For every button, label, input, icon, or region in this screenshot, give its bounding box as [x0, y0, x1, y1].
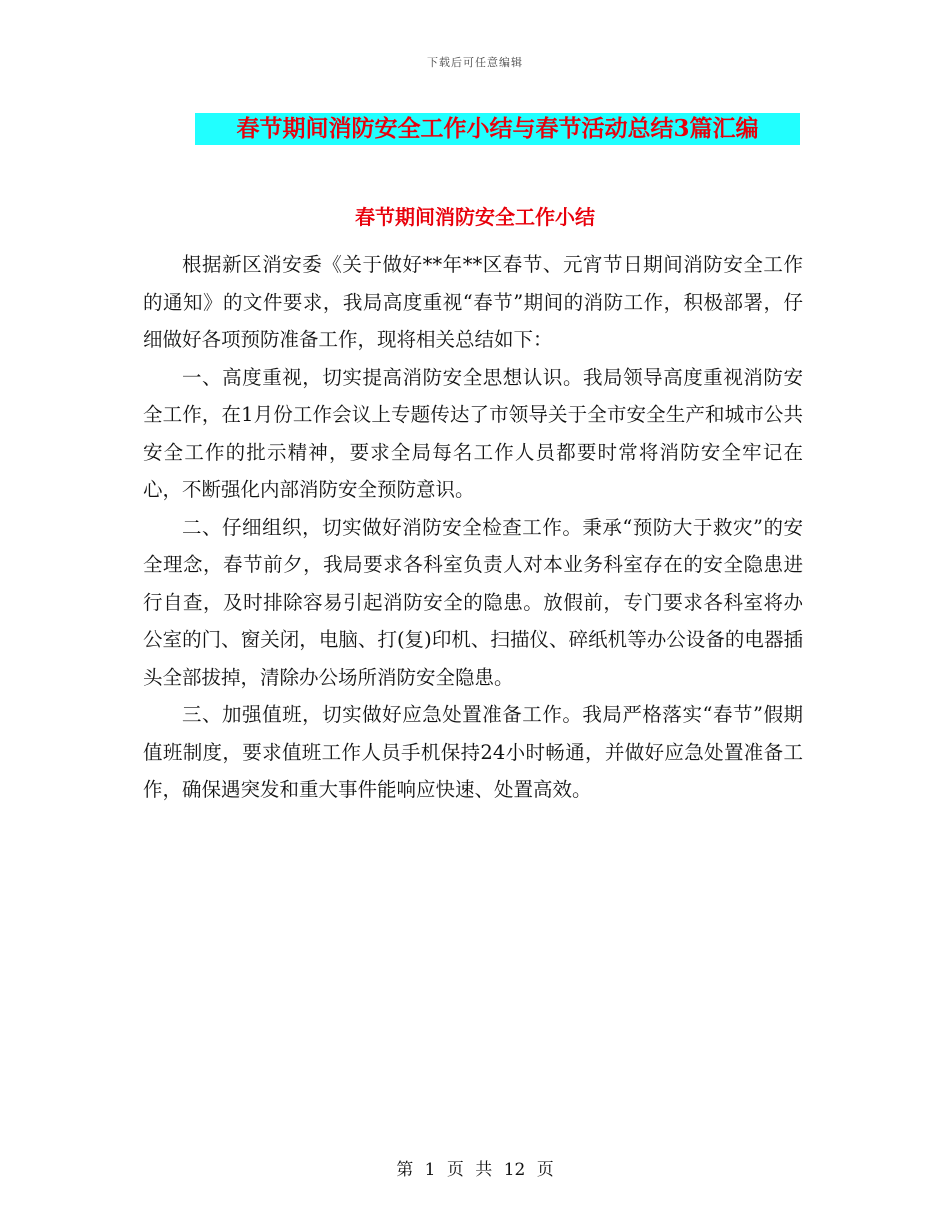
page-suffix: 页: [536, 1160, 554, 1180]
header-note: 下载后可任意编辑: [427, 56, 523, 69]
total-pages-number: 12: [503, 1160, 526, 1180]
page-prefix: 第: [396, 1160, 414, 1180]
body-text: [143, 246, 803, 809]
main-title: 春节期间消防安全工作小结与春节活动总结3篇汇编: [236, 115, 759, 142]
current-page-number: 1: [424, 1160, 436, 1180]
paragraph-intro: 根据新区消安委《关于做好**年**区春节、元宵节日期间消防安全工作的通知》的文件要求，我局高度重视“春节”期间的消防工作，积极部署，仔细做好各项预防准备工作，现将相关总结如下：: [143, 253, 803, 351]
paragraph-point-3: 三、加强值班，切实做好应急处置准备工作。我局严格落实“春节”假期值班制度，要求值班工作人员手机保持24小时畅通，并做好应急处置准备工作，确保遇突发和重大事件能响应快速、处置高效。: [143, 703, 803, 801]
page-footer: [0, 1155, 950, 1180]
page-mid-label: 页: [446, 1160, 464, 1180]
paragraph-point-1: 一、高度重视，切实提高消防安全思想认识。我局领导高度重视消防安全工作，在1月份工作会议上专题传达了市领导关于全市安全生产和城市公共安全工作的批示精神，要求全局每名工作人员都要时常将消防安全牢记在心，不断强化内部消防安全预防意识。: [143, 365, 803, 501]
main-title-highlight: [195, 113, 800, 145]
total-prefix: 共: [475, 1160, 493, 1180]
section-title: 春节期间消防安全工作小结: [355, 205, 595, 229]
paragraph-point-2: 二、仔细组织，切实做好消防安全检查工作。秉承“预防大于救灾”的安全理念，春节前夕，我局要求各科室负责人对本业务科室存在的安全隐患进行自查，及时排除容易引起消防安全的隐患。放假前，专门要求各科室将办公室的门、窗关闭，电脑、打(复)印机、扫描仪、碎纸机等办公设备的电器插头全部拔掉，清除办公场所消防安全隐患。: [143, 515, 803, 689]
